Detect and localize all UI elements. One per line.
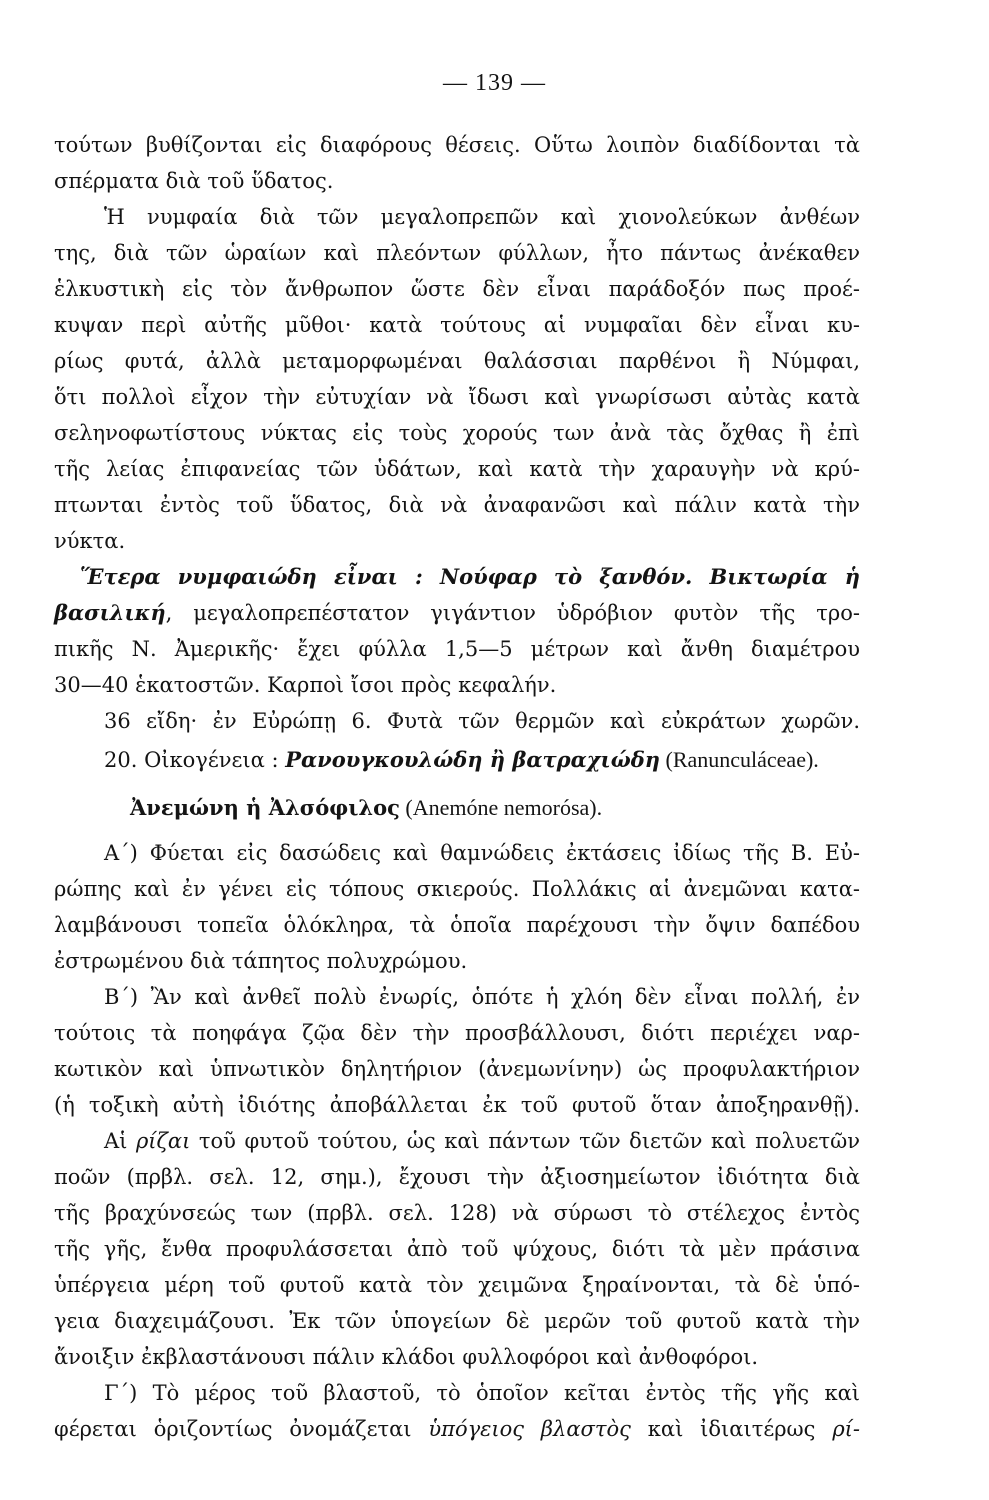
term-emph: ρί- [832,1417,860,1441]
species-heading [130,793,860,823]
species-latin: (Anemóne nemorósa). [399,795,603,820]
text-line: Α΄) Φύεται εἰς δασώδεις καὶ θαμνώδεις ἐκτάσεις ἰδίως τῆς Β. Εὐ- [104,841,860,865]
text-line: Β΄) Ἂν καὶ ἀνθεῖ πολὺ ἐνωρίς, ὁπότε ἡ χλόη δὲν εἶναι πολλή, ἐν [104,985,860,1009]
term-emph: ρίζαι [135,1129,191,1153]
text-line: τῆς λείας ἐπιφανείας τῶν ὑδάτων, καὶ κατὰ τὴν χαραυγὴν νὰ κρύ- [54,457,860,481]
species-name-emph: βασιλική [54,600,166,625]
text-line: ρώπης καὶ ἐν γένει εἰς τόπους σκιερούς. Πολλάκις αἱ ἀνεμῶναι κατα- [54,877,860,901]
text-line: τῆς βραχύνσεώς των (πρβλ. σελ. 128) νὰ σύρωσι τὸ στέλεχος ἐντὸς [54,1201,860,1225]
text-span: τοῦ φυτοῦ τούτου, ὡς καὶ πάντων τῶν διετῶν καὶ πολυετῶν [190,1129,860,1153]
text-span: καὶ ἰδιαιτέρως [630,1417,833,1441]
text-line: ρίως φυτά, ἀλλὰ μεταμορφωμέναι θαλάσσιαι παρθένοι ἢ Νύμφαι, [54,349,860,373]
text-line: λαμβάνουσι τοπεῖα ὁλόκληρα, τὰ ὁποῖα παρέχουσι τὴν ὄψιν δαπέδου [54,913,860,937]
text-line: σπέρματα διὰ τοῦ ὕδατος. [54,169,334,193]
text-line: ὅτι πολλοὶ εἶχον τὴν εὐτυχίαν νὰ ἴδωσι καὶ γνωρίσωσι αὐτὰς κατὰ [54,385,860,409]
text-line [104,1126,860,1156]
text-span: Αἱ [104,1129,136,1153]
text-line: 30—40 ἑκατοστῶν. Καρποὶ ἴσοι πρὸς κεφαλήν. [54,673,557,697]
family-latin: (Ranunculáceae). [660,747,819,772]
family-heading [104,745,860,775]
term-emph: ὑπόγειος βλαστὸς [428,1417,631,1441]
text-line: σεληνοφωτίστους νύκτας εἰς τοὺς χορούς των ἀνὰ τὰς ὄχθας ἢ ἐπὶ [54,421,860,445]
family-prefix: 20. Οἰκογένεια : [104,748,286,772]
text-line: 36 εἴδη· ἐν Εὐρώπῃ 6. Φυτὰ τῶν θερμῶν καὶ εὐκράτων χωρῶν. [104,709,860,733]
text-line: γεια διαχειμάζουσι. Ἐκ τῶν ὑπογείων δὲ μερῶν τοῦ φυτοῦ κατὰ τὴν [54,1309,860,1333]
text-line: Γ΄) Τὸ μέρος τοῦ βλαστοῦ, τὸ ὁποῖον κεῖται ἐντὸς τῆς γῆς καὶ [104,1381,860,1405]
text-line: πτωνται ἐντὸς τοῦ ὕδατος, διὰ νὰ ἀναφανῶσι καὶ πάλιν κατὰ τὴν [54,493,860,517]
text-line: πικῆς Ν. Ἀμερικῆς· ἔχει φύλλα 1,5—5 μέτρων καὶ ἄνθη διαμέτρου [54,637,860,661]
text-line: τούτοις τὰ ποηφάγα ζῷα δὲν τὴν προσβάλλουσι, διότι περιέχει ναρ- [54,1021,860,1045]
text-line: κυψαν περὶ αὐτῆς μῦθοι· κατὰ τούτους αἱ νυμφαῖαι δὲν εἶναι κυ- [54,313,860,337]
species-name: Ἀνεμώνη ἡ Ἀλσόφιλος [130,795,400,820]
text-line: (ἡ τοξικὴ αὐτὴ ἰδιότης ἀποβάλλεται ἐκ τοῦ φυτοῦ ὅταν ἀποξηρανθῇ). [54,1093,860,1117]
text-line: νύκτα. [54,529,126,553]
text-line: ἑλκυστικὴ εἰς τὸν ἄνθρωπον ὥστε δὲν εἶναι παράδοξόν πως προέ- [54,277,860,301]
text-line: Ἕτερα νυμφαιώδη εἶναι : Νούφαρ τὸ ξανθόν. Βικτωρία ἡ [80,564,860,589]
text-line: τῆς γῆς, ἔνθα προφυλάσσεται ἀπὸ τοῦ ψύχους, διότι τὰ μὲν πράσινα [54,1237,860,1261]
text-line [54,1414,860,1444]
text-line: της, διὰ τῶν ὡραίων καὶ πλεόντων φύλλων, ἦτο πάντως ἀνέκαθεν [54,241,860,265]
text-span: φέρεται ὁριζοντίως ὀνομάζεται [54,1417,429,1441]
family-name: Ρανουγκουλώδη ἢ βατραχιώδη [285,747,660,772]
text-line: ἐστρωμένου διὰ τάπητος πολυχρώμου. [54,949,468,973]
text-line: Ἡ νυμφαία διὰ τῶν μεγαλοπρεπῶν καὶ χιονολεύκων ἀνθέων [104,205,860,229]
text-line: τούτων βυθίζονται εἰς διαφόρους θέσεις. Οὕτω λοιπὸν διαδίδονται τὰ [54,133,860,157]
page-number: — 139 — [443,70,546,96]
text-line: ὑπέργεια μέρη τοῦ φυτοῦ κατὰ τὸν χειμῶνα ξηραίνονται, τὰ δὲ ὑπό- [54,1273,860,1297]
text-line [54,598,860,628]
text-line: κωτικὸν καὶ ὑπνωτικὸν δηλητήριον (ἀνεμωνίνην) ὡς προφυλακτήριον [54,1057,860,1081]
text-span: , μεγαλοπρεπέστατον γιγάντιον ὑδρόβιον φυτὸν τῆς τρο- [165,601,860,625]
text-line: ἄνοιξιν ἐκβλαστάνουσι πάλιν κλάδοι φυλλοφόροι καὶ ἀνθοφόροι. [54,1345,759,1369]
text-line: ποῶν (πρβλ. σελ. 12, σημ.), ἔχουσι τὴν ἀξιοσημείωτον ἰδιότητα διὰ [54,1165,860,1189]
